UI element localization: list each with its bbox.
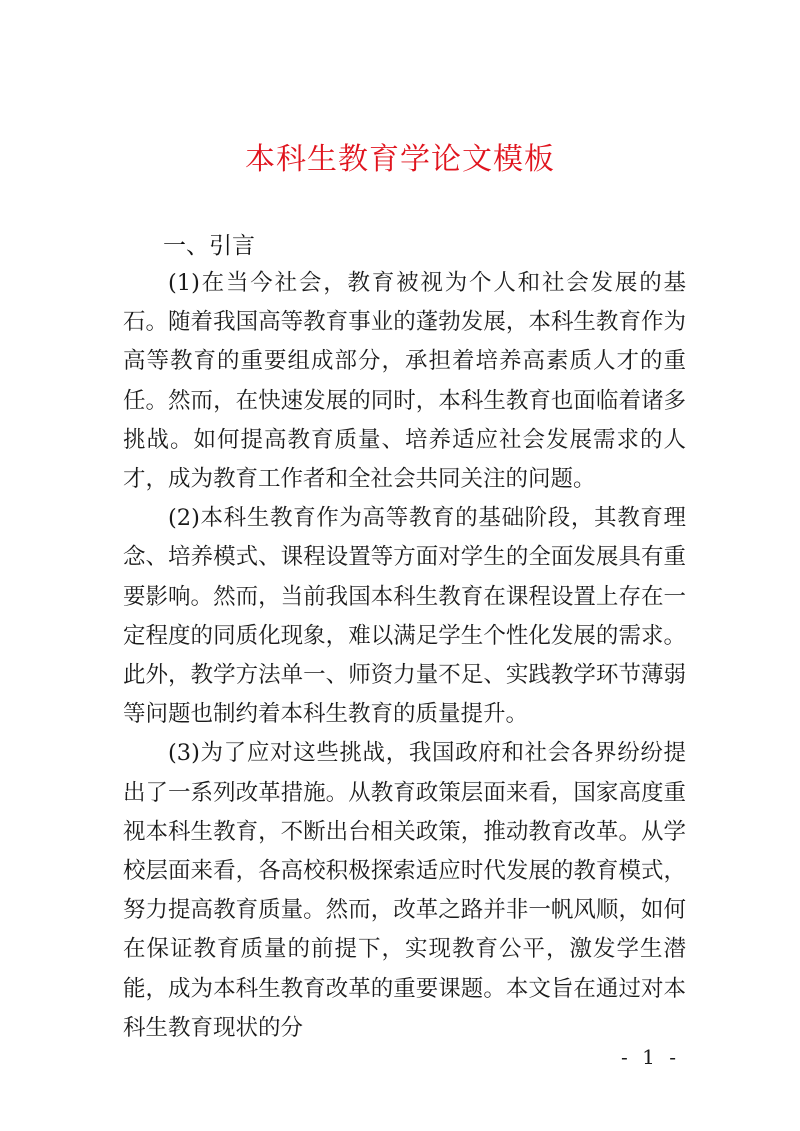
page-number: - 1 - [621, 1045, 680, 1069]
paragraph-3: (3)为了应对这些挑战，我国政府和社会各界纷纷提出了一系列改革措施。从教育政策层面来看，国家高度重视本科生教育，不断出台相关政策，推动教育改革。从学校层面来看，各高校积极探索适应时代发展的教育模式，努力提高教育质量。然而，改革之路并非一帆风顺，如何在保证教育质量的前提下，实现教育公平，激发学生潜能，成为本科生教育改革的重要课题。本文旨在通过对本科生教育现状的分 [123, 740, 686, 1041]
body-text [123, 264, 686, 1048]
paragraph-1: (1)在当今社会，教育被视为个人和社会发展的基石。随着我国高等教育事业的蓬勃发展，本科生教育作为高等教育的重要组成部分，承担着培养高素质人才的重任。然而，在快速发展的同时，本科生教育也面临着诸多挑战。如何提高教育质量、培养适应社会发展需求的人才，成为教育工作者和全社会共同关注的问题。 [123, 270, 686, 493]
paragraph-2: (2)本科生教育作为高等教育的基础阶段，其教育理念、培养模式、课程设置等方面对学生的全面发展具有重要影响。然而，当前我国本科生教育在课程设置上存在一定程度的同质化现象，难以满足学生个性化发展的需求。此外，教学方法单一、师资力量不足、实践教学环节薄弱等问题也制约着本科生教育的质量提升。 [123, 505, 686, 728]
section-heading: 一、引言 [163, 233, 255, 259]
document-title: 本科生教育学论文模板 [245, 142, 555, 177]
